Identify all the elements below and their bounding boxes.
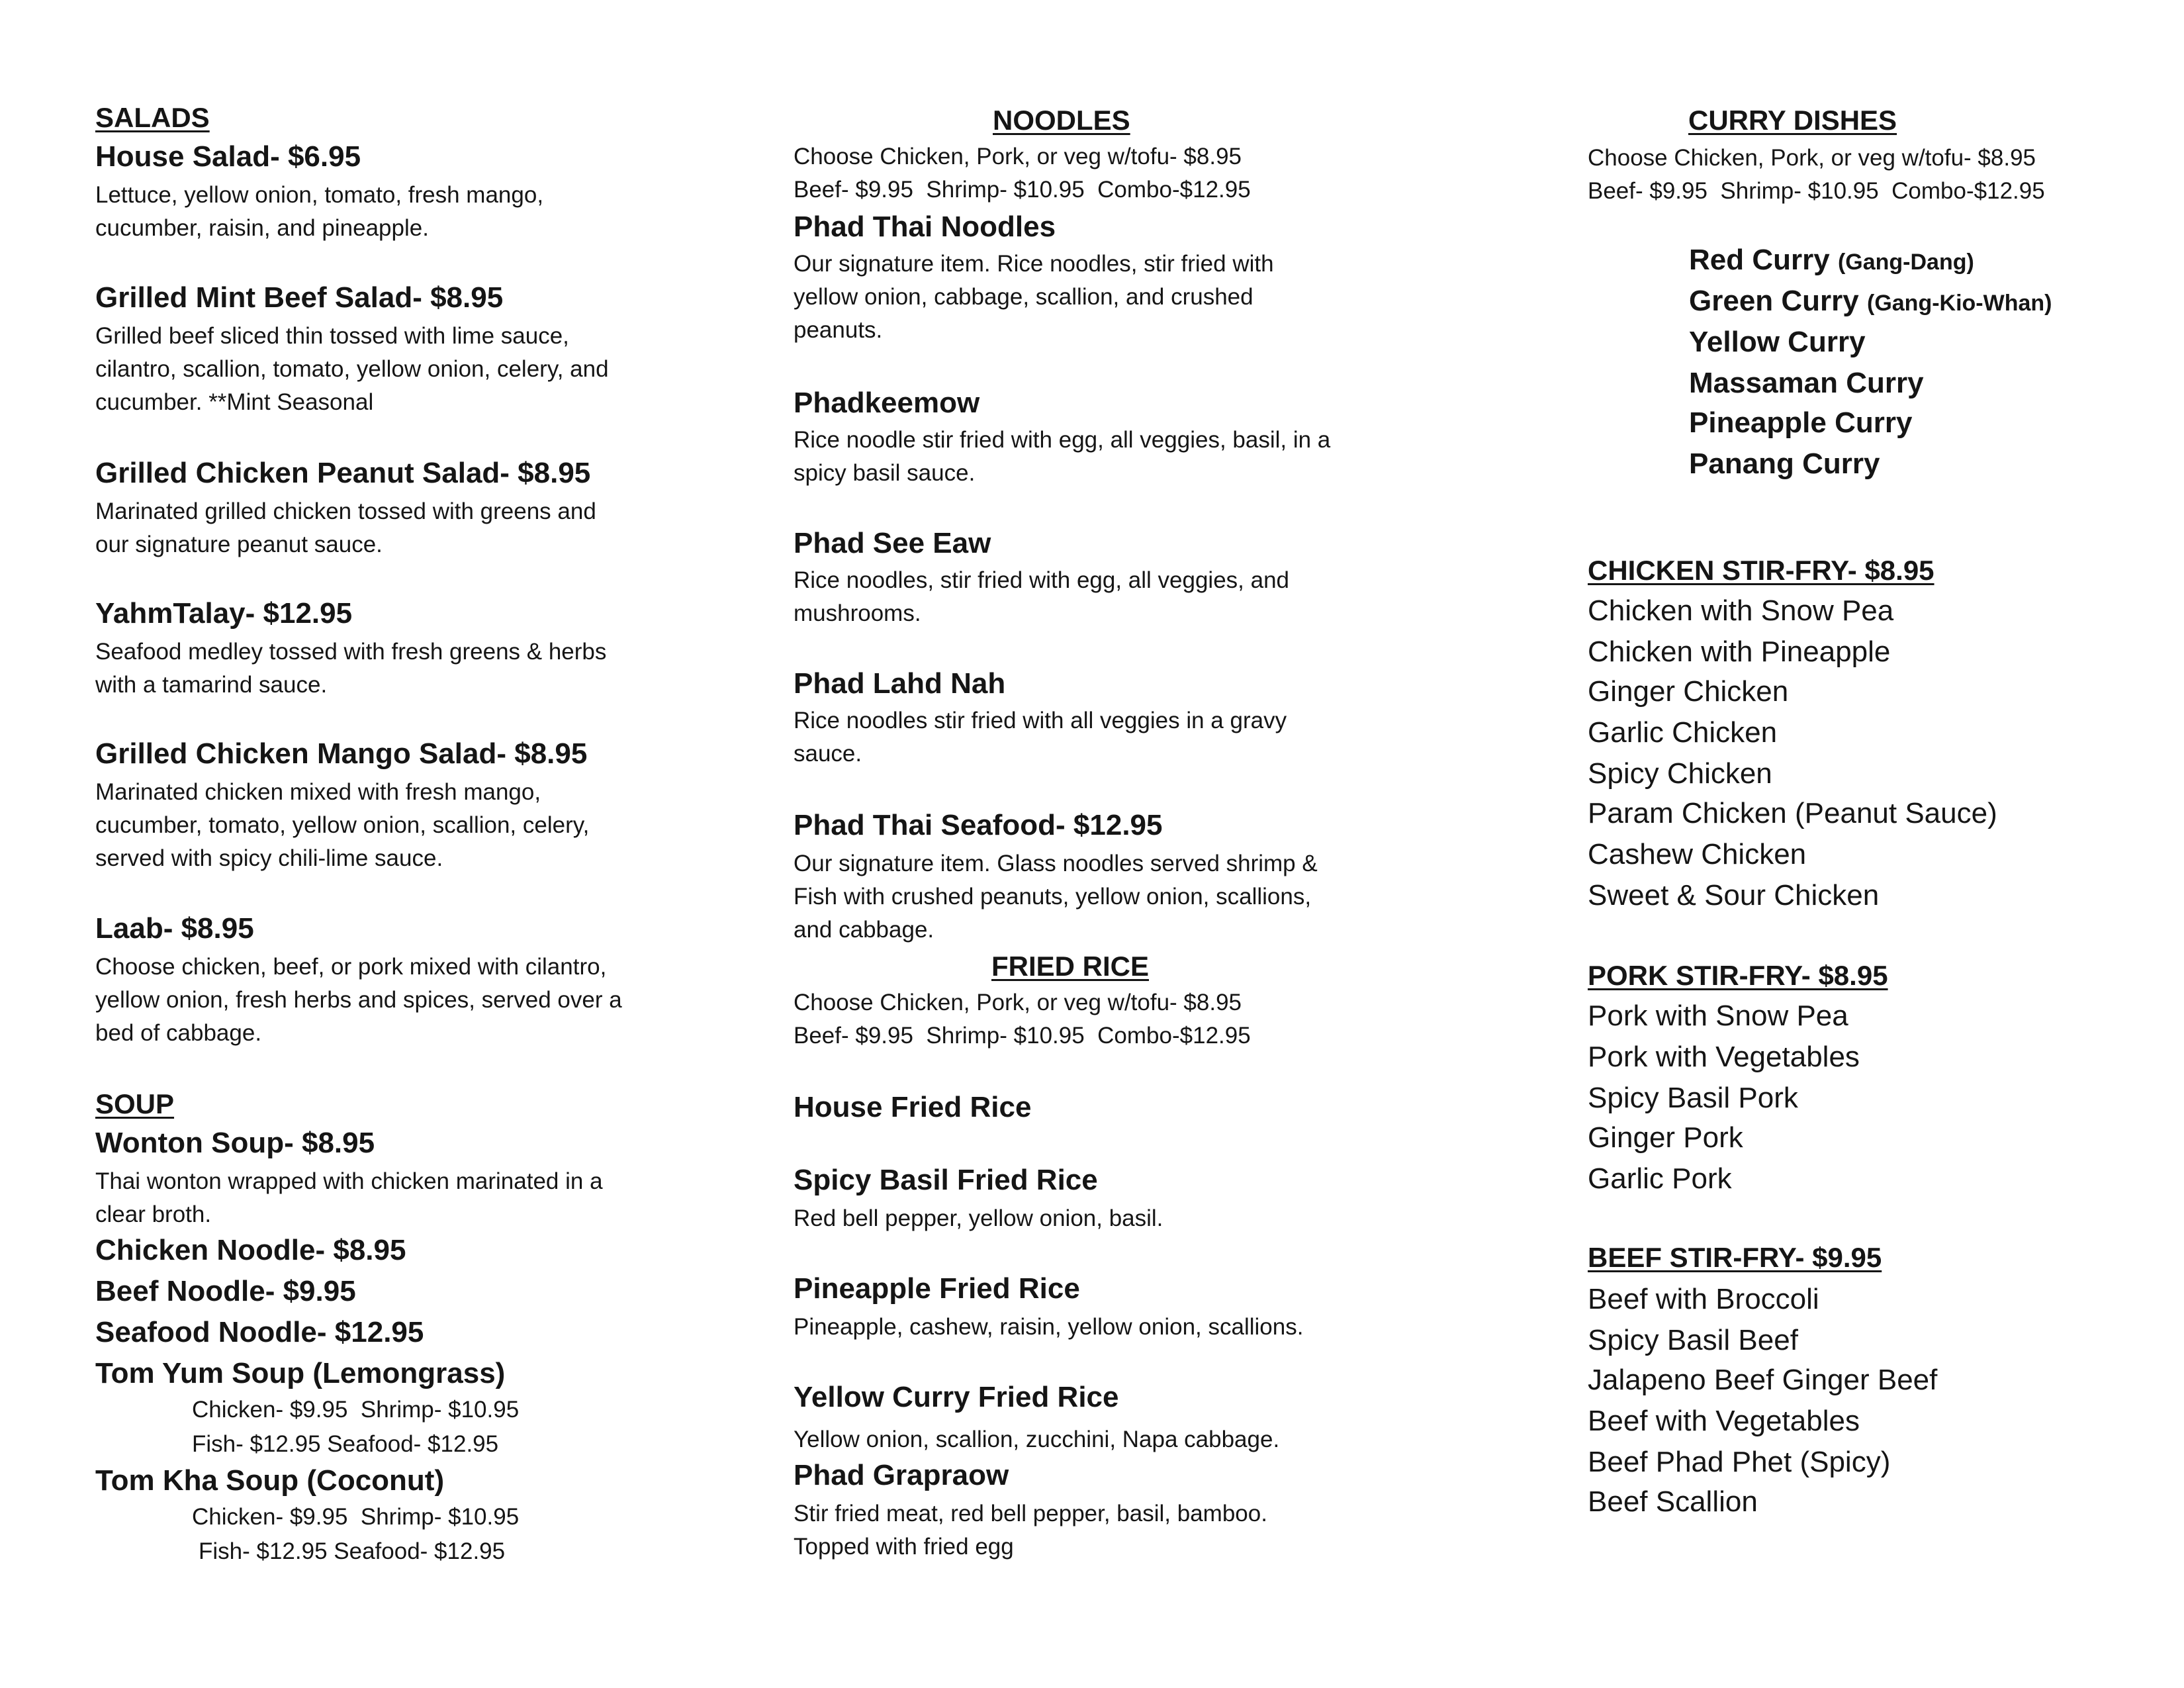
laab-title: Laab- $8.95 (95, 912, 254, 945)
tom-yum-price-2: Fish- $12.95 Seafood- $12.95 (192, 1431, 499, 1457)
curry-item-name: Red Curry (1689, 244, 1830, 276)
curry-item-name: Pineapple Curry (1689, 406, 1913, 439)
salads-heading: SALADS (95, 102, 210, 133)
tom-kha-price-1: Chicken- $9.95 Shrimp- $10.95 (192, 1504, 520, 1530)
phadkeemow-desc-2: spicy basil sauce. (794, 460, 976, 486)
beef-stirfry-item: Beef Scallion (1588, 1485, 1758, 1518)
phad-thai-seafood-desc-1: Our signature item. Glass noodles served shrimp & (794, 851, 1318, 876)
phad-see-eaw-desc-1: Rice noodles, stir fried with egg, all veggies, and (794, 567, 1290, 593)
phad-lahd-nah-desc-2: sauce. (794, 741, 862, 767)
pork-stirfry-item: Spicy Basil Pork (1588, 1082, 1798, 1114)
wonton-title: Wonton Soup- $8.95 (95, 1127, 375, 1159)
phadkeemow-desc-1: Rice noodle stir fried with egg, all veggies, basil, in a (794, 427, 1331, 453)
phad-grapraow-desc-1: Stir fried meat, red bell pepper, basil, bamboo. (794, 1501, 1267, 1526)
chicken-peanut-title: Grilled Chicken Peanut Salad- $8.95 (95, 457, 591, 489)
fried-rice-price-line-2: Beef- $9.95 Shrimp- $10.95 Combo-$12.95 (794, 1023, 1251, 1049)
chicken-stirfry-item: Ginger Chicken (1588, 675, 1789, 708)
yahmtalay-title: YahmTalay- $12.95 (95, 597, 353, 630)
beef-stirfry-item: Jalapeno Beef Ginger Beef (1588, 1364, 1938, 1396)
chicken-stirfry-item: Garlic Chicken (1588, 716, 1778, 749)
beef-stirfry-item: Beef Phad Phet (Spicy) (1588, 1446, 1891, 1478)
fried-rice-heading: FRIED RICE (991, 951, 1150, 982)
phad-thai-desc-2: yellow onion, cabbage, scallion, and crushed (794, 284, 1253, 310)
noodles-heading: NOODLES (993, 105, 1130, 136)
mint-beef-title: Grilled Mint Beef Salad- $8.95 (95, 281, 504, 314)
beef-stirfry-item: Beef with Vegetables (1588, 1405, 1860, 1437)
pork-stirfry-item: Garlic Pork (1588, 1162, 1732, 1195)
column-right (1456, 0, 2184, 1688)
curry-item-pineapple (1689, 406, 1912, 440)
phad-lahd-nah-desc-1: Rice noodles stir fried with all veggies in a gravy (794, 708, 1287, 733)
beef-stirfry-item: Spicy Basil Beef (1588, 1324, 1798, 1356)
phad-thai-seafood-desc-3: and cabbage. (794, 917, 934, 943)
curry-item-panang (1689, 447, 1880, 481)
column-middle (728, 0, 1456, 1688)
chicken-mango-desc-1: Marinated chicken mixed with fresh mango, (95, 779, 541, 805)
curry-item-name: Massaman Curry (1689, 367, 1924, 399)
phad-thai-seafood-title: Phad Thai Seafood- $12.95 (794, 809, 1163, 841)
yellow-curry-fried-rice-title: Yellow Curry Fried Rice (794, 1381, 1119, 1413)
tom-yum-title: Tom Yum Soup (Lemongrass) (95, 1357, 506, 1389)
curry-item-name: Yellow Curry (1689, 326, 1866, 358)
tom-yum-price-1: Chicken- $9.95 Shrimp- $10.95 (192, 1397, 520, 1423)
curry-item-name: Panang Curry (1689, 447, 1880, 480)
chicken-stirfry-item: Chicken with Pineapple (1588, 635, 1891, 668)
curry-item-green (1689, 285, 2052, 318)
curry-item-name: Green Curry (1689, 285, 1859, 317)
chicken-mango-desc-3: served with spicy chili-lime sauce. (95, 845, 443, 871)
phad-grapraow-title: Phad Grapraow (794, 1459, 1009, 1491)
seafood-noodle-title: Seafood Noodle- $12.95 (95, 1316, 424, 1348)
column-left (0, 0, 728, 1688)
mint-beef-desc-1: Grilled beef sliced thin tossed with lime sauce, (95, 323, 569, 349)
curry-item-sub: (Gang-Dang) (1837, 250, 1974, 275)
phad-thai-seafood-desc-2: Fish with crushed peanuts, yellow onion, scallions, (794, 884, 1312, 910)
house-salad-desc-1: Lettuce, yellow onion, tomato, fresh mango, (95, 182, 544, 208)
phad-see-eaw-title: Phad See Eaw (794, 527, 991, 559)
phad-grapraow-desc-2: Topped with fried egg (794, 1534, 1014, 1560)
fried-rice-price-line-1: Choose Chicken, Pork, or veg w/tofu- $8.95 (794, 990, 1242, 1015)
tom-kha-price-2: Fish- $12.95 Seafood- $12.95 (199, 1538, 506, 1564)
pork-stirfry-item: Pork with Snow Pea (1588, 1000, 1848, 1032)
house-fried-rice-title: House Fried Rice (794, 1091, 1032, 1123)
yellow-curry-fried-rice-desc: Yellow onion, scallion, zucchini, Napa cabbage. (794, 1427, 1280, 1452)
mint-beef-desc-2: cilantro, scallion, tomato, yellow onion, celery, and (95, 356, 609, 382)
chicken-stirfry-item: Param Chicken (Peanut Sauce) (1588, 797, 1997, 829)
noodles-price-line-2: Beef- $9.95 Shrimp- $10.95 Combo-$12.95 (794, 177, 1251, 203)
curry-item-red (1689, 244, 1974, 277)
laab-desc-2: yellow onion, fresh herbs and spices, served over a (95, 987, 622, 1013)
chicken-stirfry-heading: CHICKEN STIR-FRY- $8.95 (1588, 555, 1934, 586)
yahmtalay-desc-2: with a tamarind sauce. (95, 672, 328, 698)
pineapple-fried-rice-title: Pineapple Fried Rice (794, 1272, 1080, 1305)
soup-heading: SOUP (95, 1088, 175, 1119)
laab-desc-1: Choose chicken, beef, or pork mixed with cilantro, (95, 954, 607, 980)
chicken-mango-desc-2: cucumber, tomato, yellow onion, scallion, celery, (95, 812, 590, 838)
beef-stirfry-item: Beef with Broccoli (1588, 1283, 1819, 1315)
beef-stirfry-heading: BEEF STIR-FRY- $9.95 (1588, 1242, 1882, 1273)
chicken-mango-title: Grilled Chicken Mango Salad- $8.95 (95, 737, 588, 770)
yahmtalay-desc-1: Seafood medley tossed with fresh greens & herbs (95, 639, 607, 665)
phad-thai-title: Phad Thai Noodles (794, 211, 1056, 243)
phad-thai-desc-1: Our signature item. Rice noodles, stir fried with (794, 251, 1274, 277)
pork-stirfry-item: Ginger Pork (1588, 1121, 1743, 1154)
house-salad-title: House Salad- $6.95 (95, 140, 361, 173)
phad-lahd-nah-title: Phad Lahd Nah (794, 667, 1006, 700)
curry-item-massaman (1689, 367, 1924, 400)
phad-thai-desc-3: peanuts. (794, 317, 883, 343)
beef-noodle-title: Beef Noodle- $9.95 (95, 1275, 356, 1307)
house-salad-desc-2: cucumber, raisin, and pineapple. (95, 215, 429, 241)
chicken-stirfry-item: Spicy Chicken (1588, 757, 1772, 790)
pineapple-fried-rice-desc: Pineapple, cashew, raisin, yellow onion, scallions. (794, 1314, 1304, 1340)
wonton-desc-2: clear broth. (95, 1201, 212, 1227)
chicken-noodle-title: Chicken Noodle- $8.95 (95, 1234, 406, 1266)
curry-price-line-2: Beef- $9.95 Shrimp- $10.95 Combo-$12.95 (1588, 178, 2045, 204)
chicken-stirfry-item: Sweet & Sour Chicken (1588, 879, 1880, 912)
pork-stirfry-heading: PORK STIR-FRY- $8.95 (1588, 960, 1888, 991)
chicken-peanut-desc-2: our signature peanut sauce. (95, 532, 383, 557)
spicy-basil-fried-rice-desc: Red bell pepper, yellow onion, basil. (794, 1205, 1163, 1231)
phad-see-eaw-desc-2: mushrooms. (794, 600, 921, 626)
chicken-peanut-desc-1: Marinated grilled chicken tossed with greens and (95, 498, 596, 524)
pork-stirfry-item: Pork with Vegetables (1588, 1041, 1860, 1073)
wonton-desc-1: Thai wonton wrapped with chicken marinated in a (95, 1168, 603, 1194)
curry-item-yellow (1689, 326, 1866, 359)
spicy-basil-fried-rice-title: Spicy Basil Fried Rice (794, 1164, 1098, 1196)
curry-heading: CURRY DISHES (1688, 105, 1897, 136)
curry-item-sub: (Gang-Kio-Whan) (1867, 291, 2052, 316)
curry-price-line-1: Choose Chicken, Pork, or veg w/tofu- $8.95 (1588, 145, 2036, 171)
chicken-stirfry-item: Chicken with Snow Pea (1588, 594, 1894, 627)
mint-beef-desc-3: cucumber. **Mint Seasonal (95, 389, 374, 415)
phadkeemow-title: Phadkeemow (794, 387, 980, 419)
tom-kha-title: Tom Kha Soup (Coconut) (95, 1464, 445, 1497)
laab-desc-3: bed of cabbage. (95, 1020, 262, 1046)
noodles-price-line-1: Choose Chicken, Pork, or veg w/tofu- $8.95 (794, 144, 1242, 169)
chicken-stirfry-item: Cashew Chicken (1588, 838, 1807, 870)
